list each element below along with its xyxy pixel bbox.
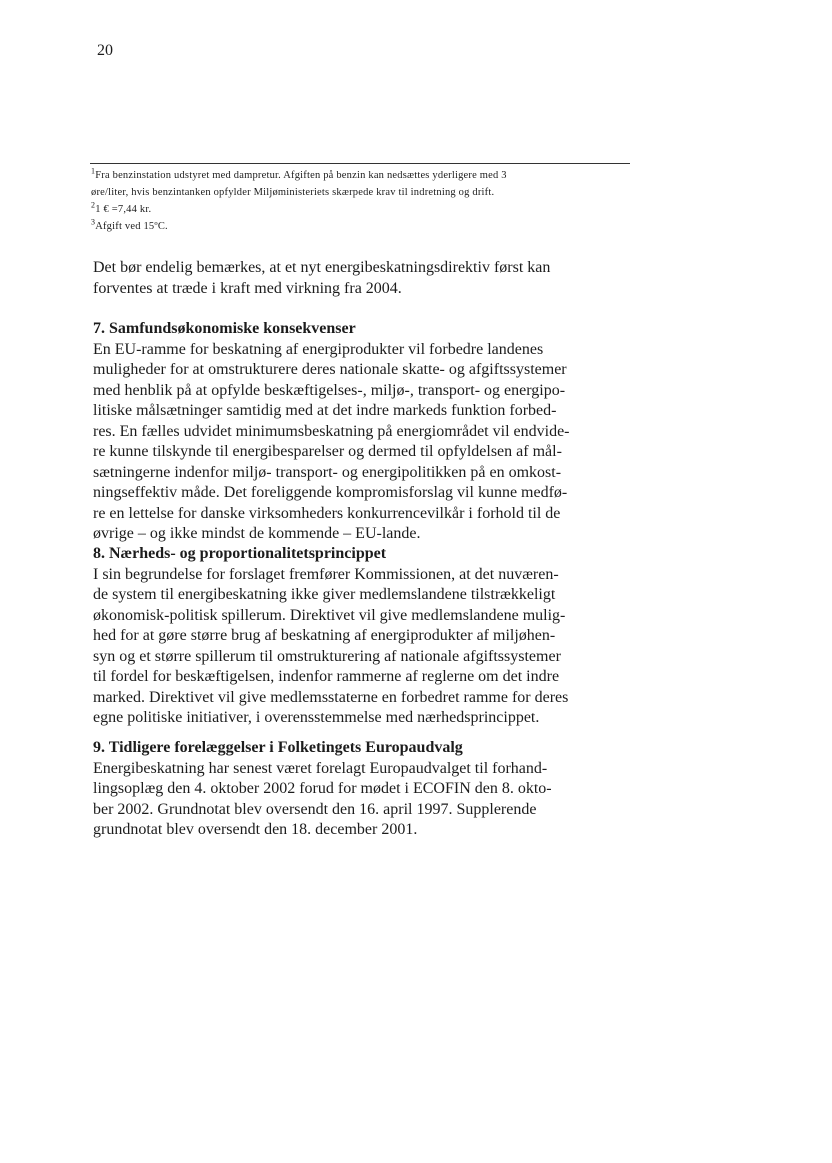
page-number: 20 (97, 42, 113, 59)
intro-paragraph (93, 258, 633, 299)
section-7-heading: 7. Samfundsøkonomiske konsekvenser (93, 320, 356, 337)
section-7-line: litiske målsætninger samtidig med at det indre markeds funktion forbed- (93, 402, 557, 419)
footnote-divider (90, 163, 630, 164)
section-8-line: marked. Direktivet vil give medlemsstaterne en forbedret ramme for deres (93, 688, 569, 706)
intro-line: forventes at træde i kraft med virkning fra 2004. (93, 279, 402, 297)
section-9-line: grundnotat blev oversendt den 18. december 2001. (93, 821, 418, 838)
section-7-line: muligheder for at omstrukturere deres nationale skatte- og afgiftssystemer (93, 361, 567, 378)
footnotes (91, 167, 631, 235)
footnote-1-line-2: øre/liter, hvis benzintanken opfylder Miljøministeriets skærpede krav til indretning og drift. (91, 187, 495, 198)
intro-line: Det bør endelig bemærkes, at et nyt energibeskatningsdirektiv først kan (93, 259, 551, 276)
section-8-line: egne politiske initiativer, i overensstemmelse med nærhedsprincippet. (93, 709, 540, 726)
section-8 (93, 544, 633, 729)
section-7-line: sætningerne indenfor miljø- transport- og energipolitikken på en omkost- (93, 463, 562, 481)
section-7-line: En EU-ramme for beskatning af energiprodukter vil forbedre landenes (93, 340, 544, 358)
section-8-line: syn og et større spillerum til omstrukturering af nationale afgiftssystemer (93, 647, 561, 665)
section-9-line: lingsoplæg den 4. oktober 2002 forud for mødet i ECOFIN den 8. okto- (93, 780, 552, 797)
section-9-heading: 9. Tidligere forelæggelser i Folketingets Europaudvalg (93, 739, 463, 756)
footnote-1-line-1: $^1$Fra benzinstation udstyret med dampretur. Afgiften på benzin kan nedsættes yderligere med 3 (91, 166, 507, 181)
section-8-heading: 8. Nærheds- og proportionalitetsprincippet (93, 545, 387, 562)
section-7-line: res. En fælles udvidet minimumsbeskatning på energiområdet vil endvide- (93, 422, 570, 440)
footnote-1-mark: 1 (91, 166, 96, 176)
section-7-line: re en lettelse for danske virksomheders konkurrencevilkår i forhold til de (93, 504, 561, 522)
section-8-line: de system til energibeskatning ikke giver medlemslandene tilstrækkeligt (93, 586, 556, 603)
footnote-2-mark: 2 (91, 200, 96, 210)
section-7-line: re kunne tilskynde til energibesparelser og dermed til opfyldelsen af mål- (93, 443, 562, 460)
footnote-3: $^3$Afgift ved 15ºC. (91, 217, 168, 232)
section-7-line: øvrige – og ikke mindst de kommende – EU-lande. (93, 525, 421, 542)
footnote-2: $^2$1 € =7,44 kr. (91, 200, 152, 215)
section-9-line: ber 2002. Grundnotat blev oversendt den 16. april 1997. Supplerende (93, 800, 537, 818)
section-8-line: hed for at gøre større brug af beskatning af energiprodukter af miljøhen- (93, 627, 556, 644)
section-9-line: Energibeskatning har senest været forelagt Europaudvalget til forhand- (93, 759, 548, 777)
footnote-3-mark: 3 (91, 217, 96, 227)
section-8-line: til fordel for beskæftigelsen, indenfor rammerne af reglerne om det indre (93, 668, 560, 685)
section-7-line: med henblik på at opfylde beskæftigelses-, miljø-, transport- og energipo- (93, 381, 566, 399)
section-7 (93, 319, 633, 545)
section-8-line: I sin begrundelse for forslaget fremfører Kommissionen, at det nuværen- (93, 565, 559, 583)
section-9 (93, 738, 633, 841)
section-8-line: økonomisk-politisk spillerum. Direktivet vil give medlemslandene mulig- (93, 606, 566, 624)
section-7-line: ningseffektiv måde. Det foreliggende kompromisforslag vil kunne medfø- (93, 484, 568, 501)
